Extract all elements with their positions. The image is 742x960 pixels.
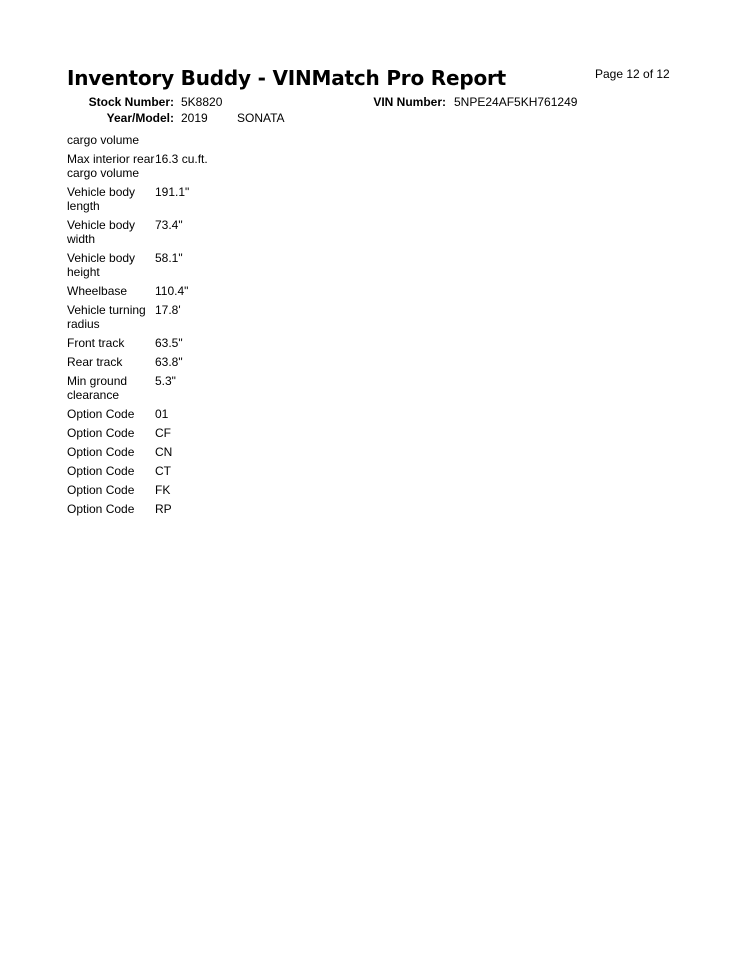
spec-value: CT bbox=[155, 464, 171, 478]
spec-row bbox=[67, 464, 367, 478]
spec-label: Min ground clearance bbox=[67, 374, 128, 402]
spec-row bbox=[67, 218, 367, 246]
spec-row bbox=[67, 445, 367, 459]
spec-value: 63.8" bbox=[155, 355, 183, 369]
year-value: 2019 bbox=[181, 111, 208, 125]
spec-value: 5.3" bbox=[155, 374, 176, 388]
spec-value: 73.4" bbox=[155, 218, 183, 232]
spec-label: Option Code bbox=[67, 445, 135, 459]
spec-row bbox=[67, 483, 367, 497]
spec-label: Option Code bbox=[67, 502, 135, 516]
spec-label: Option Code bbox=[67, 426, 135, 440]
spec-label: Rear track bbox=[67, 355, 123, 369]
spec-label: Vehicle body height bbox=[67, 251, 136, 279]
spec-value: 110.4" bbox=[155, 284, 189, 298]
spec-row bbox=[67, 336, 367, 350]
spec-row bbox=[67, 284, 367, 298]
spec-label: cargo volume bbox=[67, 133, 140, 147]
spec-value: FK bbox=[155, 483, 171, 497]
spec-label: Vehicle turning radius bbox=[67, 303, 146, 331]
stock-number-value: 5K8820 bbox=[181, 95, 223, 109]
spec-label: Vehicle body width bbox=[67, 218, 136, 246]
spec-value: 16.3 cu.ft. bbox=[155, 152, 208, 166]
spec-value: 17.8' bbox=[155, 303, 181, 317]
page-number: Page 12 of 12 bbox=[595, 67, 670, 81]
spec-row bbox=[67, 133, 367, 147]
spec-row bbox=[67, 374, 367, 402]
spec-list bbox=[67, 133, 367, 521]
spec-label: Option Code bbox=[67, 483, 135, 497]
spec-row bbox=[67, 185, 367, 213]
spec-label: Wheelbase bbox=[67, 284, 128, 298]
vin-number-label: VIN Number: bbox=[373, 95, 446, 109]
spec-label: Vehicle body length bbox=[67, 185, 136, 213]
spec-row bbox=[67, 251, 367, 279]
spec-row bbox=[67, 355, 367, 369]
spec-row bbox=[67, 502, 367, 516]
spec-label: Max interior rear cargo volume bbox=[67, 152, 155, 180]
spec-value: 191.1" bbox=[155, 185, 190, 199]
spec-label: Option Code bbox=[67, 407, 135, 421]
spec-row bbox=[67, 407, 367, 421]
year-model-label: Year/Model: bbox=[106, 111, 174, 125]
stock-number-label: Stock Number: bbox=[88, 95, 174, 109]
spec-label: Front track bbox=[67, 336, 125, 350]
spec-value: 58.1" bbox=[155, 251, 183, 265]
spec-value: RP bbox=[155, 502, 172, 516]
spec-label: Option Code bbox=[67, 464, 135, 478]
spec-value: 01 bbox=[155, 407, 169, 421]
spec-value: CF bbox=[155, 426, 171, 440]
report-title: Inventory Buddy - VINMatch Pro Report bbox=[67, 66, 507, 90]
spec-value: 63.5" bbox=[155, 336, 183, 350]
spec-row bbox=[67, 152, 367, 180]
spec-value: CN bbox=[155, 445, 173, 459]
spec-row bbox=[67, 303, 367, 331]
model-value: SONATA bbox=[237, 111, 285, 125]
vin-number-value: 5NPE24AF5KH761249 bbox=[454, 95, 578, 109]
spec-row bbox=[67, 426, 367, 440]
